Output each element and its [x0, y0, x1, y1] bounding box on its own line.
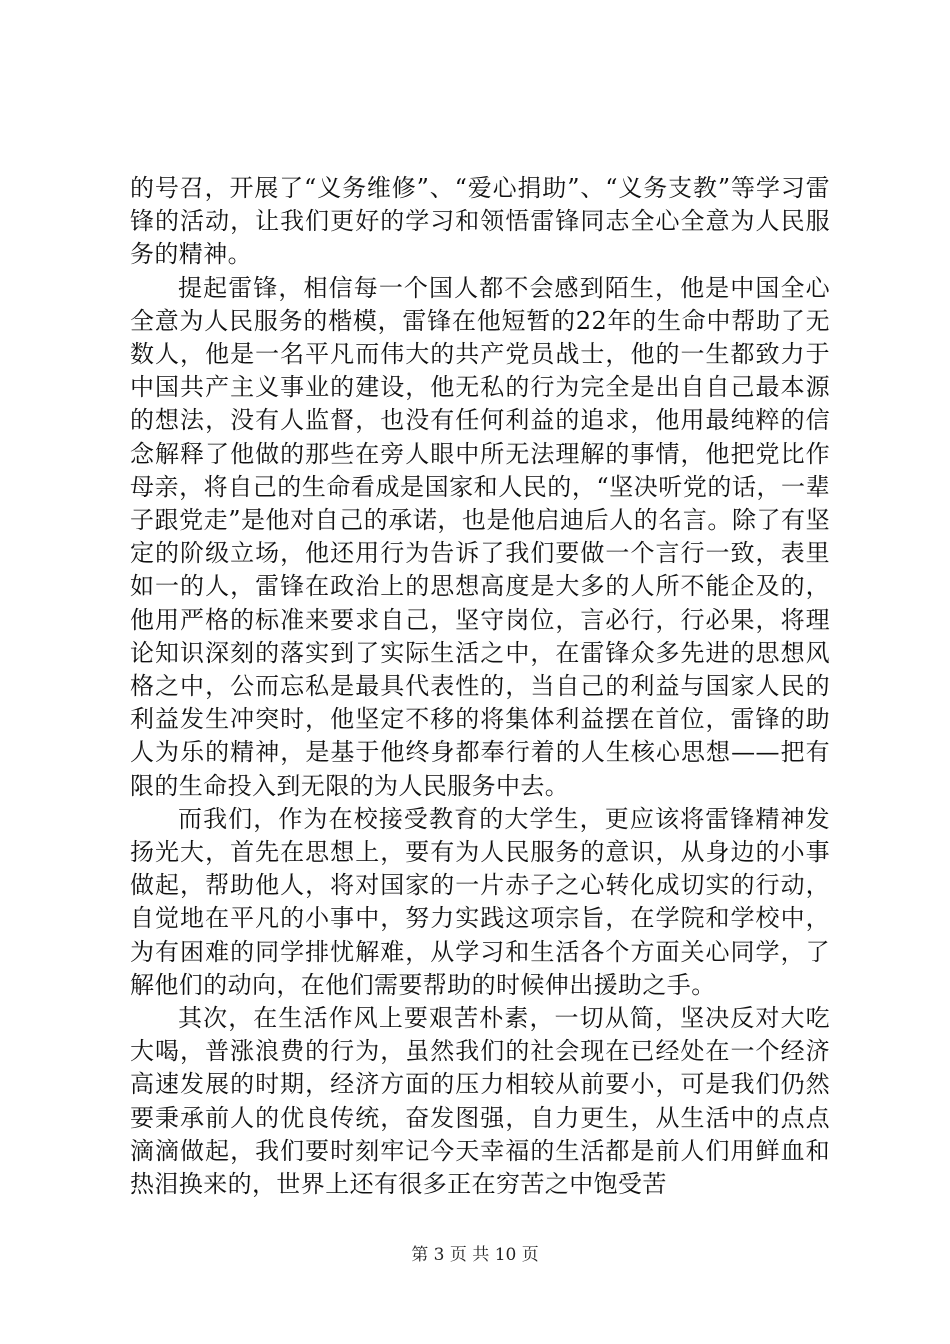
- page-number-footer: 第 3 页 共 10 页: [411, 1245, 539, 1265]
- paragraph: 其次，在生活作风上要艰苦朴素，一切从简，坚决反对大吃大喝，普涨浪费的行为，虽然我们的社会现在已经处在一个经济高速发展的时期，经济方面的压力相较从前要小，可是我们仍然要秉承前人的优良传统，奋发图强，自力更生，从生活中的点点滴滴做起，我们要时刻牢记今天幸福的生活都是前人们用鲜血和热泪换来的，世界上还有很多正在穷苦之中饱受苦: [130, 1004, 830, 1199]
- document-body: [130, 172, 830, 1201]
- paragraph: 提起雷锋，相信每一个国人都不会感到陌生，他是中国全心全意为人民服务的楷模，雷锋在他短暂的22年的生命中帮助了无数人，他是一名平凡而伟大的共产党员战士，他的一生都致力于中国共产主义事业的建设，他无私的行为完全是出自自己最本源的想法，没有人监督，也没有任何利益的追求，他用最纯粹的信念解释了他做的那些在旁人眼中所无法理解的事情，他把党比作母亲，将自己的生命看成是国家和人民的，“坚决听党的话，一辈子跟党走”是他对自己的承诺，也是他启迪后人的名言。除了有坚定的阶级立场，他还用行为告诉了我们要做一个言行一致，表里如一的人，雷锋在政治上的思想高度是大多的人所不能企及的，他用严格的标准来要求自己，坚守岗位，言必行，行必果，将理论知识深刻的落实到了实际生活之中，在雷锋众多先进的思想风格之中，公而忘私是最具代表性的，当自己的利益与国家人民的利益发生冲突时，他坚定不移的将集体利益摆在首位，雷锋的助人为乐的精神，是基于他终身都奉行着的人生核心思想——把有限的生命投入到无限的为人民服务中去。: [130, 273, 830, 800]
- paragraph-continued: 的号召，开展了“义务维修”、“爱心捐助”、“义务支教”等学习雷锋的活动，让我们更好的学习和领悟雷锋同志全心全意为人民服务的精神。: [130, 174, 830, 269]
- paragraph: 而我们，作为在校接受教育的大学生，更应该将雷锋精神发扬光大，首先在思想上，要有为人民服务的意识，从身边的小事做起，帮助他人，将对国家的一片赤子之心转化成切实的行动，自觉地在平凡的小事中，努力实践这项宗旨，在学院和学校中，为有困难的同学排忧解难，从学习和生活各个方面关心同学，了解他们的动向，在他们需要帮助的时候伸出援助之手。: [130, 804, 830, 999]
